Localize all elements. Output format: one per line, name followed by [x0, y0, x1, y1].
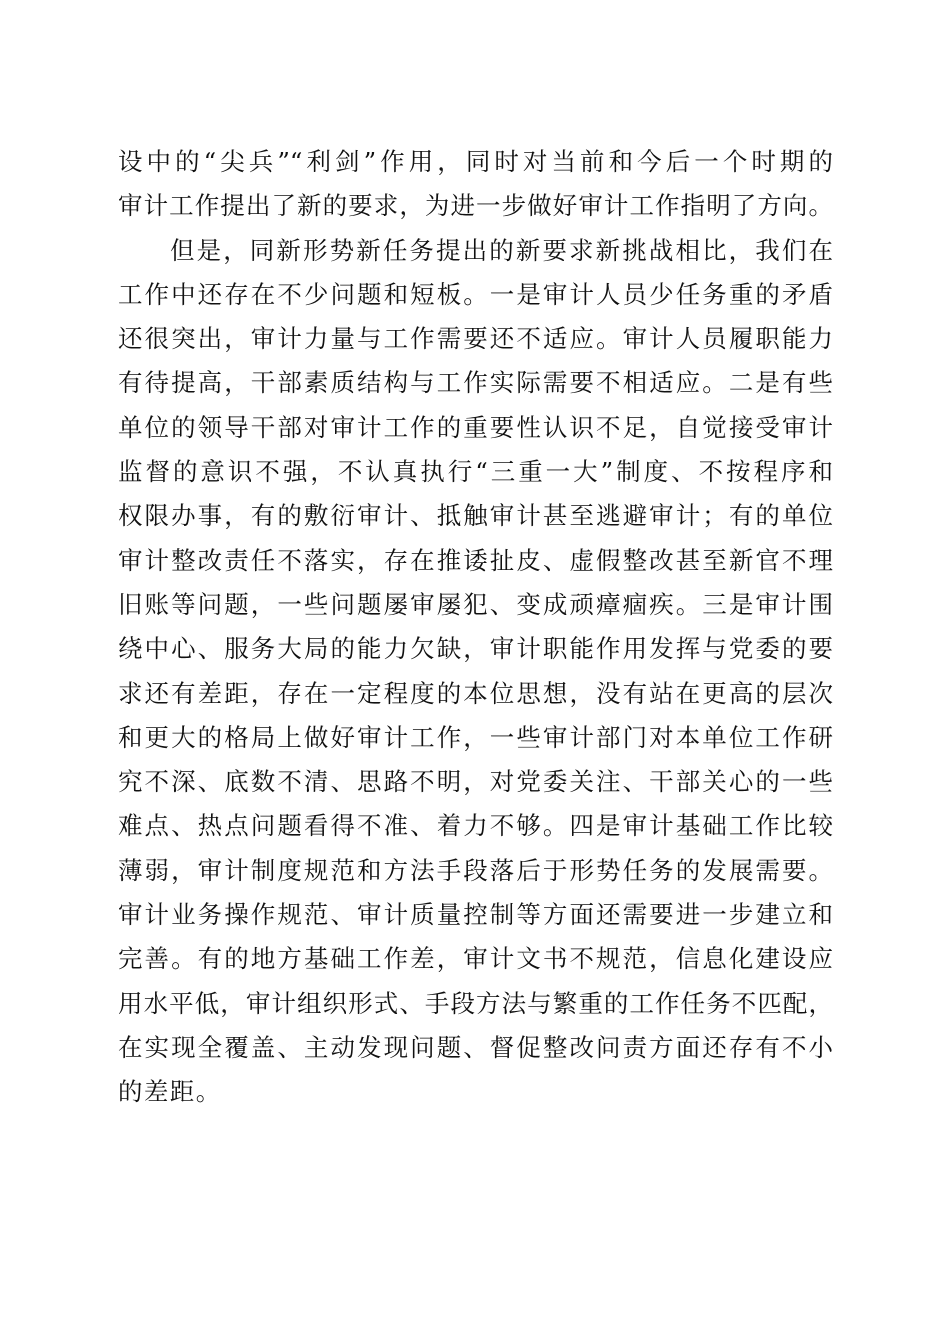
text-line: 审计业务操作规范、审计质量控制等方面还需要进一步建立和: [118, 900, 833, 930]
text-line: 有待提高，干部素质结构与工作实际需要不相适应。二是有些: [118, 368, 833, 398]
text-line: 监督的意识不强，不认真执行“三重一大”制度、不按程序和: [118, 457, 833, 487]
text-line: 和更大的格局上做好审计工作，一些审计部门对本单位工作研: [118, 722, 833, 752]
text-line: 设中的“尖兵”“利剑”作用，同时对当前和今后一个时期的: [118, 147, 833, 176]
text-line: 完善。有的地方基础工作差，审计文书不规范，信息化建设应: [118, 944, 833, 974]
text-line: 求还有差距，存在一定程度的本位思想，没有站在更高的层次: [118, 678, 833, 708]
text-line: 权限办事，有的敷衍审计、抵触审计甚至逃避审计；有的单位: [118, 501, 833, 531]
text-line: 单位的领导干部对审计工作的重要性认识不足，自觉接受审计: [118, 412, 833, 442]
text-line: 工作中还存在不少问题和短板。一是审计人员少任务重的矛盾: [118, 279, 833, 309]
text-line: 薄弱，审计制度规范和方法手段落后于形势任务的发展需要。: [118, 855, 833, 885]
text-line: 还很突出，审计力量与工作需要还不适应。审计人员履职能力: [118, 324, 833, 354]
text-line: 究不深、底数不清、思路不明，对党委关注、干部关心的一些: [118, 767, 833, 797]
text-line: 绕中心、服务大局的能力欠缺，审计职能作用发挥与党委的要: [118, 634, 833, 664]
paragraph-end-line: 的差距。: [118, 1077, 222, 1107]
text-line: 在实现全覆盖、主动发现问题、督促整改问责方面还存有不小: [118, 1032, 833, 1062]
body-text: [118, 140, 833, 1115]
text-line: 旧账等问题，一些问题屡审屡犯、变成顽瘴痼疾。三是审计围: [118, 589, 833, 619]
text-line: 审计整改责任不落实，存在推诿扯皮、虚假整改甚至新官不理: [118, 545, 833, 575]
text-line: 用水平低，审计组织形式、手段方法与繁重的工作任务不匹配，: [118, 988, 833, 1018]
paragraph-start-line: 但是，同新形势新任务提出的新要求新挑战相比，我们在: [170, 235, 833, 265]
text-line: 难点、热点问题看得不准、着力不够。四是审计基础工作比较: [118, 811, 833, 841]
text-line: 审计工作提出了新的要求，为进一步做好审计工作指明了方向。: [118, 191, 833, 221]
